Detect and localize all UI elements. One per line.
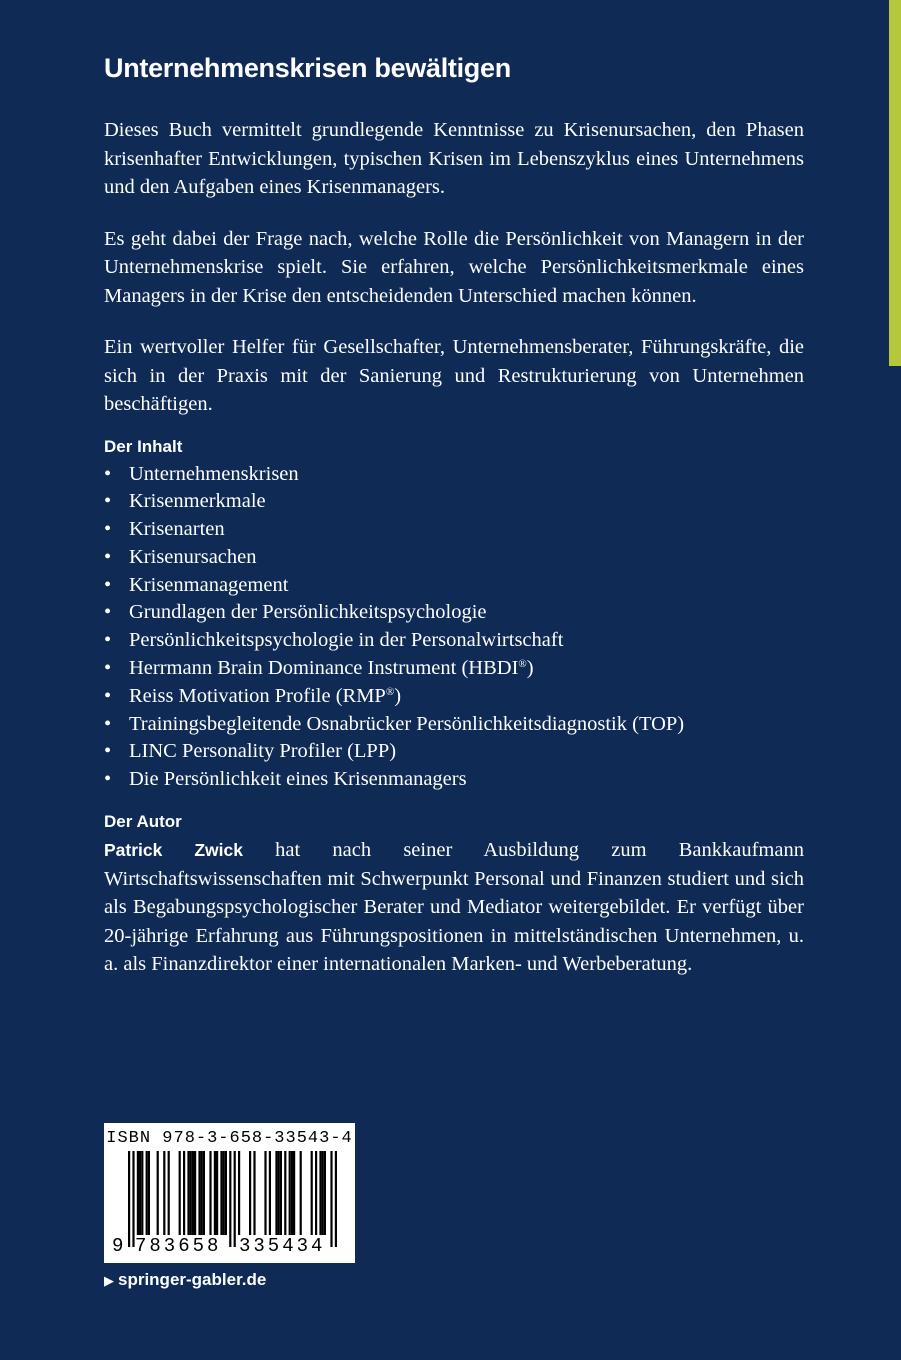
barcode-bar (146, 1151, 148, 1235)
back-cover-text (104, 48, 804, 979)
barcode-digit-lead: 9 (112, 1235, 124, 1257)
barcode-bar (198, 1151, 200, 1235)
description-paragraph: Ein wertvoller Helfer für Gesellschafter, Unternehmensberater, Führungskräfte, die sich in der Praxis mit der Sanierung und Restrukturierung von Unternehmen beschäftigen. (104, 336, 804, 415)
barcode-bar (203, 1151, 205, 1235)
barcode-bar (141, 1151, 143, 1235)
barcode-bar (293, 1151, 295, 1235)
barcode-bar (163, 1151, 165, 1235)
barcode-bar (187, 1151, 189, 1235)
barcode-bar (238, 1151, 240, 1235)
isbn-label: ISBN 978-3-658-33543-4 (106, 1129, 353, 1148)
barcode-bar (194, 1151, 196, 1235)
triangle-right-icon: ▶ (104, 1273, 114, 1288)
list-item: • Trainingsbegleitende Osnabrücker Persönlichkeitsdiagnostik (TOP) (104, 711, 804, 739)
barcode-bar (132, 1151, 134, 1247)
barcode-bar (209, 1151, 211, 1235)
barcode-bar (157, 1151, 159, 1235)
barcode-bar (289, 1151, 291, 1235)
barcode-bar (335, 1151, 337, 1247)
author-name: Patrick Zwick (104, 840, 243, 861)
list-item: • Krisenmanagement (104, 572, 804, 600)
list-item: • Herrmann Brain Dominance Instrument (HBDI®) (104, 655, 804, 683)
barcode-bar (190, 1151, 192, 1235)
barcode-bar (284, 1151, 286, 1235)
barcode-bar (319, 1151, 321, 1235)
barcode-bar (214, 1151, 216, 1235)
barcode-bar (300, 1151, 302, 1235)
barcode-bar (280, 1151, 282, 1235)
contents-list (104, 461, 804, 795)
barcode-bar (322, 1151, 324, 1235)
registered-mark: ® (385, 685, 395, 698)
barcode-bar (183, 1151, 185, 1235)
barcode-bar (264, 1151, 266, 1235)
barcode-bar (234, 1151, 236, 1247)
barcode-bar (223, 1151, 225, 1235)
book-title: Unternehmenskrisen bewältigen (104, 53, 511, 83)
barcode-bar (291, 1151, 293, 1235)
barcode (104, 1123, 355, 1263)
list-item: • Grundlagen der Persönlichkeitspsychologie (104, 599, 804, 627)
description-paragraph: Es geht dabei der Frage nach, welche Rolle die Persönlichkeit von Managern in der Unternehmenskrise spielt. Sie erfahren, welche Persönlichkeitsmerkmale eines Managers in der Krise den entscheidenden Unterschied machen können. (104, 227, 804, 307)
barcode-bar (330, 1151, 332, 1247)
list-item: • Krisenmerkmale (104, 488, 804, 516)
barcode-bar (168, 1151, 170, 1235)
list-item: • Persönlichkeitspsychologie in der Personalwirtschaft (104, 627, 804, 655)
barcode-bar (269, 1151, 271, 1235)
contents-heading: Der Inhalt (104, 436, 183, 456)
barcode-digits-left: 783658 (135, 1235, 222, 1257)
list-item: • Krisenarten (104, 516, 804, 544)
barcode-bar (229, 1151, 231, 1247)
barcode-bar (139, 1151, 141, 1235)
author-bio: Patrick Zwick hat nach seiner Ausbildung zum Bankkaufmann Wirtschaftswissenschaften mit Schwerpunkt Personal und Finanzen studiert und sich als Begabungspsychologischer Berater und Mediator weitergebildet. Er verfügt über 20-jährige Erfahrung aus Führungspositionen in mittelständischen Unternehmen, u. a. als Finanzdirektor einer internationalen Marken- und Werbeberatung. (104, 839, 804, 976)
barcode-bar (275, 1151, 277, 1235)
list-item: • Reiss Motivation Profile (RMP®) (104, 683, 804, 711)
barcode-bar (148, 1151, 150, 1235)
barcode-bar (192, 1151, 194, 1235)
barcode-digits-right: 335434 (239, 1235, 326, 1257)
publisher-link[interactable] (104, 1268, 266, 1293)
barcode-bar (315, 1151, 317, 1235)
registered-mark: ® (518, 658, 527, 671)
barcode-bar (249, 1151, 251, 1235)
author-heading: Der Autor (104, 812, 182, 832)
description-paragraph: Dieses Buch vermittelt grundlegende Kenntnisse zu Krisenursachen, den Phasen krisenhafter Entwicklungen, typischen Krisen im Lebenszyklus eines Unternehmens und den Aufgaben eines Krisenmanagers. (104, 119, 804, 198)
barcode-bar (311, 1151, 313, 1235)
barcode-bar (179, 1151, 181, 1235)
barcode-bar (137, 1151, 139, 1235)
list-item: • Krisenursachen (104, 544, 804, 572)
barcode-bar (128, 1151, 130, 1247)
list-item: • Unternehmenskrisen (104, 461, 804, 489)
accent-bar (889, 0, 901, 366)
barcode-bar (216, 1151, 218, 1235)
list-item: • LINC Personality Profiler (LPP) (104, 738, 804, 766)
barcode-digits (104, 1235, 355, 1259)
barcode-bar (324, 1151, 326, 1235)
barcode-bar (201, 1151, 203, 1235)
list-item: • Die Persönlichkeit eines Krisenmanagers (104, 766, 804, 794)
barcode-bar (253, 1151, 255, 1235)
barcode-bar (225, 1151, 227, 1235)
barcode-bar (278, 1151, 280, 1235)
publisher-url: springer-gabler.de (118, 1270, 267, 1289)
barcode-bar (220, 1151, 222, 1235)
